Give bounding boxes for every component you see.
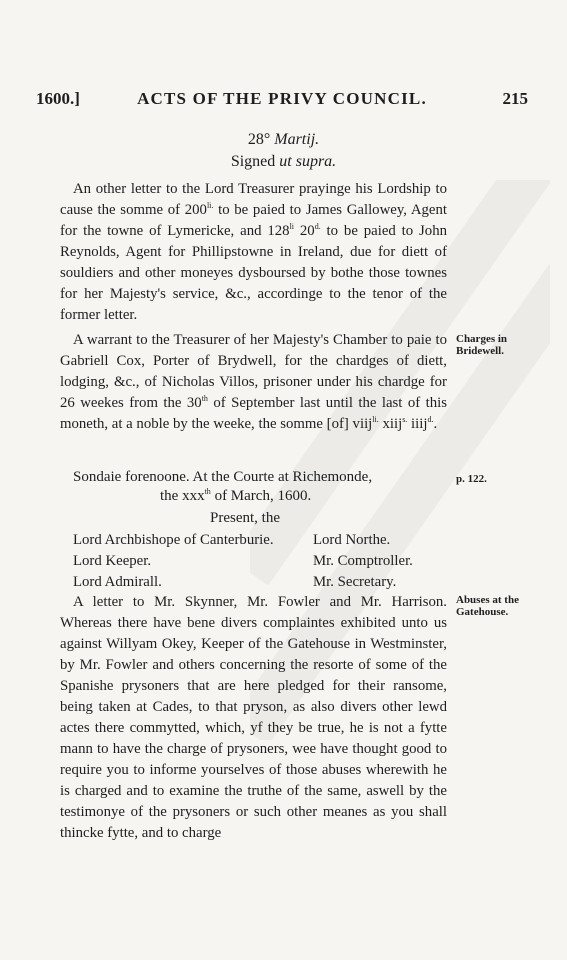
date-month: Martij.: [274, 131, 320, 148]
present-heading: Present, the: [210, 510, 280, 526]
present-member: Mr. Comptroller.: [313, 553, 413, 569]
session-heading-line2: [160, 488, 311, 505]
margin-note-abuses: Abuses at the Gatehouse.: [456, 594, 519, 618]
header-year: 1600.]: [36, 89, 80, 108]
text-run: of March, 1600.: [210, 488, 312, 504]
text-run: xiij: [378, 416, 403, 432]
paragraph-gatehouse-letter: A letter to Mr. Skynner, Mr. Fowler and Mr. Harrison. Whereas there have bene divers complaintes exhibited unto us against Willyam Okey, Keeper of the Gatehouse in Westminster, by Mr. Fowler and others concerning the resorte of some of the Spanishe prysoners that are here pledged for their ransome, being taken at Cades, to that pryson, as also divers other lewd actes there commytted, which, yf they be true, he is not a fytte mann to have the charge of prysoners, wee have thought good to require you to informe yourselves of those abuses wherewith he is charged and to examine the truthe of the same, aswell by the testimonye of the prysoners or such other meanes as you shall thincke fytte, and to charge: [60, 594, 447, 841]
date-day: 28°: [247, 131, 271, 148]
present-member: Lord Keeper.: [73, 553, 152, 569]
present-right-column: [313, 530, 413, 593]
superscript: d.: [314, 222, 321, 232]
superscript: li.: [206, 201, 214, 211]
text-run: to be paied to John Reynolds, Agent for Phillipstowne in Ireland, due for diett of souldiers and other moneyes dysboursed by bothe those townes for her Majesty's service, &c., accordinge to the tenor of the former letter.: [60, 223, 448, 323]
superscript: li.: [372, 415, 379, 425]
superscript: th: [201, 394, 208, 404]
superscript: li: [289, 222, 295, 232]
text-run: An other letter to the Lord Treasurer prayinge his Lordship to cause the somme of 200: [60, 181, 447, 218]
text-run: iiij: [407, 416, 428, 432]
text-run: .: [433, 416, 438, 432]
present-member: Mr. Secretary.: [313, 574, 397, 590]
signed-italic: ut supra.: [279, 153, 337, 170]
superscript: d.: [427, 415, 434, 425]
text-run: to be paied to James Gallowey, Agent for the towne of Lymericke, and 128: [60, 202, 447, 239]
superscript: th: [204, 487, 211, 496]
superscript: s.: [402, 415, 408, 425]
text-run: the xxx: [160, 488, 205, 504]
present-member: Lord Archbishope of Canterburie.: [73, 532, 274, 548]
running-header: [36, 89, 528, 113]
margin-note-charges: Charges in Bridewell.: [456, 333, 508, 357]
paragraph-lord-treasurer-letter: [60, 179, 447, 326]
present-left-column: [73, 530, 274, 593]
page-number: 215: [502, 89, 528, 108]
signed-word: Signed: [230, 153, 276, 170]
date-line: [0, 131, 567, 149]
text-run: of September last until the last of this moneth, at a noble by the weeke, the somme [of] viij: [60, 395, 447, 432]
text-run: 20: [294, 223, 315, 239]
header-title: ACTS OF THE PRIVY COUNCIL.: [137, 89, 427, 108]
present-member: Lord Admirall.: [73, 574, 162, 590]
paragraph-warrant-bridewell: [60, 330, 447, 435]
margin-note-page-ref: p. 122.: [456, 473, 487, 485]
session-heading-line1: Sondaie forenoone. At the Courte at Richemonde,: [73, 469, 373, 485]
signed-line: [0, 153, 567, 171]
present-member: Lord Northe.: [313, 532, 391, 548]
text-run: A warrant to the Treasurer of her Majesty's Chamber to paie to Gabriell Cox, Porter of Brydwell, for the chardges of diett, lodging, &c., of Nicholas Villos, prisoner under his chardge for 26 weekes from the 30: [60, 332, 447, 411]
